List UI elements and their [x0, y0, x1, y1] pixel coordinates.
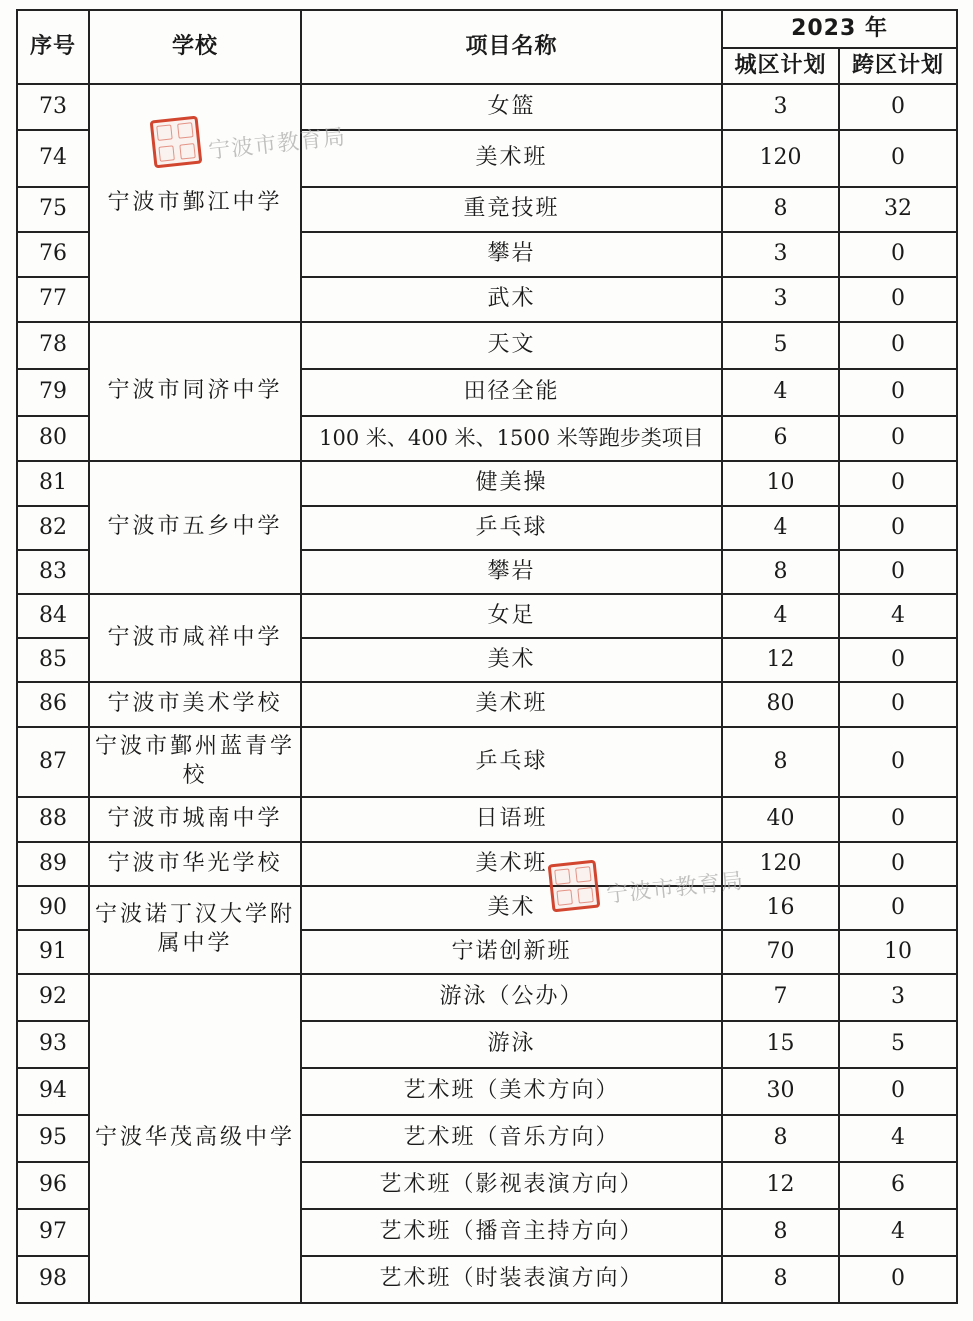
row-seq: 96 [17, 1162, 89, 1209]
row-urban-plan: 5 [722, 322, 839, 369]
row-urban-plan: 8 [722, 550, 839, 594]
row-cross-plan: 0 [839, 506, 957, 550]
row-project: 美术 [301, 886, 722, 930]
row-urban-plan: 8 [722, 727, 839, 797]
table-row [17, 797, 957, 842]
row-seq: 90 [17, 886, 89, 930]
row-urban-plan: 3 [722, 232, 839, 277]
row-school: 宁波市美术学校 [89, 682, 301, 727]
row-seq: 83 [17, 550, 89, 594]
row-urban-plan: 70 [722, 930, 839, 974]
row-project: 艺术班（时装表演方向） [301, 1256, 722, 1303]
row-seq: 91 [17, 930, 89, 974]
row-urban-plan: 8 [722, 187, 839, 232]
row-urban-plan: 12 [722, 638, 839, 682]
row-urban-plan: 4 [722, 506, 839, 550]
row-seq: 77 [17, 277, 89, 322]
row-school: 宁波市鄞江中学 [89, 84, 301, 322]
table-row [17, 322, 957, 369]
row-seq: 93 [17, 1021, 89, 1068]
row-school: 宁波市咸祥中学 [89, 594, 301, 682]
row-school: 宁波市城南中学 [89, 797, 301, 842]
row-project: 乒乓球 [301, 727, 722, 797]
row-urban-plan: 80 [722, 682, 839, 727]
row-project: 天文 [301, 322, 722, 369]
header-year: 2023 年 [722, 10, 957, 48]
row-seq: 80 [17, 416, 89, 461]
row-cross-plan: 0 [839, 277, 957, 322]
header-school: 学校 [89, 10, 301, 84]
row-urban-plan: 6 [722, 416, 839, 461]
row-seq: 73 [17, 84, 89, 130]
row-project: 女足 [301, 594, 722, 638]
row-cross-plan: 0 [839, 232, 957, 277]
row-urban-plan: 12 [722, 1162, 839, 1209]
row-seq: 78 [17, 322, 89, 369]
row-seq: 95 [17, 1115, 89, 1162]
row-project: 100 米、400 米、1500 米等跑步类项目 [301, 416, 722, 461]
row-project: 艺术班（播音主持方向） [301, 1209, 722, 1256]
row-seq: 88 [17, 797, 89, 842]
row-urban-plan: 7 [722, 974, 839, 1021]
row-urban-plan: 15 [722, 1021, 839, 1068]
table-row [17, 974, 957, 1021]
row-project: 乒乓球 [301, 506, 722, 550]
row-cross-plan: 0 [839, 369, 957, 416]
row-cross-plan: 3 [839, 974, 957, 1021]
row-cross-plan: 0 [839, 461, 957, 506]
row-seq: 87 [17, 727, 89, 797]
row-cross-plan: 0 [839, 638, 957, 682]
row-project: 游泳 [301, 1021, 722, 1068]
row-seq: 79 [17, 369, 89, 416]
row-cross-plan: 4 [839, 1115, 957, 1162]
row-seq: 81 [17, 461, 89, 506]
table-body [17, 84, 957, 1303]
row-cross-plan: 0 [839, 416, 957, 461]
row-urban-plan: 4 [722, 369, 839, 416]
row-urban-plan: 10 [722, 461, 839, 506]
row-cross-plan: 0 [839, 1068, 957, 1115]
row-project: 女篮 [301, 84, 722, 130]
watermark-text: 宁波市教育局 [207, 124, 348, 164]
row-school: 宁波市鄞州蓝青学校 [89, 727, 301, 797]
row-urban-plan: 30 [722, 1068, 839, 1115]
row-cross-plan: 0 [839, 842, 957, 886]
row-project: 健美操 [301, 461, 722, 506]
row-seq: 74 [17, 130, 89, 187]
row-project: 美术班 [301, 842, 722, 886]
row-seq: 84 [17, 594, 89, 638]
watermark-text: 宁波市教育局 [605, 868, 746, 908]
row-project: 宁诺创新班 [301, 930, 722, 974]
row-seq: 97 [17, 1209, 89, 1256]
table-row [17, 594, 957, 638]
row-project: 重竞技班 [301, 187, 722, 232]
row-project: 美术 [301, 638, 722, 682]
table-row [17, 84, 957, 130]
row-cross-plan: 0 [839, 727, 957, 797]
row-cross-plan: 5 [839, 1021, 957, 1068]
row-cross-plan: 10 [839, 930, 957, 974]
row-project: 游泳（公办） [301, 974, 722, 1021]
row-project: 攀岩 [301, 550, 722, 594]
header-project: 项目名称 [301, 10, 722, 84]
row-school: 宁波市华光学校 [89, 842, 301, 886]
row-school: 宁波市五乡中学 [89, 461, 301, 594]
row-urban-plan: 3 [722, 84, 839, 130]
row-cross-plan: 0 [839, 1256, 957, 1303]
row-school: 宁波市同济中学 [89, 322, 301, 461]
row-project: 武术 [301, 277, 722, 322]
row-cross-plan: 0 [839, 682, 957, 727]
row-project: 美术班 [301, 682, 722, 727]
row-school: 宁波华茂高级中学 [89, 974, 301, 1303]
row-urban-plan: 8 [722, 1256, 839, 1303]
row-urban-plan: 8 [722, 1115, 839, 1162]
header-cross-plan: 跨区计划 [839, 48, 957, 84]
table-row [17, 727, 957, 797]
row-cross-plan: 4 [839, 1209, 957, 1256]
admission-plan-table [16, 9, 958, 1304]
row-seq: 94 [17, 1068, 89, 1115]
table-row [17, 461, 957, 506]
header-urban-plan: 城区计划 [722, 48, 839, 84]
row-seq: 86 [17, 682, 89, 727]
row-seq: 85 [17, 638, 89, 682]
row-urban-plan: 4 [722, 594, 839, 638]
row-cross-plan: 6 [839, 1162, 957, 1209]
row-urban-plan: 3 [722, 277, 839, 322]
row-seq: 82 [17, 506, 89, 550]
row-cross-plan: 0 [839, 130, 957, 187]
row-urban-plan: 40 [722, 797, 839, 842]
row-urban-plan: 16 [722, 886, 839, 930]
row-cross-plan: 0 [839, 84, 957, 130]
row-cross-plan: 0 [839, 322, 957, 369]
row-project: 艺术班（音乐方向） [301, 1115, 722, 1162]
row-project: 艺术班（影视表演方向） [301, 1162, 722, 1209]
table-row [17, 682, 957, 727]
row-cross-plan: 0 [839, 550, 957, 594]
row-cross-plan: 0 [839, 797, 957, 842]
row-project: 艺术班（美术方向） [301, 1068, 722, 1115]
row-project: 美术班 [301, 130, 722, 187]
row-urban-plan: 120 [722, 130, 839, 187]
header-seq: 序号 [17, 10, 89, 84]
row-project: 田径全能 [301, 369, 722, 416]
row-seq: 75 [17, 187, 89, 232]
row-cross-plan: 32 [839, 187, 957, 232]
row-seq: 76 [17, 232, 89, 277]
table-row [17, 886, 957, 930]
row-seq: 92 [17, 974, 89, 1021]
row-project: 攀岩 [301, 232, 722, 277]
row-cross-plan: 0 [839, 886, 957, 930]
row-cross-plan: 4 [839, 594, 957, 638]
row-seq: 89 [17, 842, 89, 886]
row-urban-plan: 120 [722, 842, 839, 886]
row-project: 日语班 [301, 797, 722, 842]
row-seq: 98 [17, 1256, 89, 1303]
row-school: 宁波诺丁汉大学附属中学 [89, 886, 301, 974]
table-row [17, 842, 957, 886]
header-row-1 [17, 10, 957, 48]
row-urban-plan: 8 [722, 1209, 839, 1256]
